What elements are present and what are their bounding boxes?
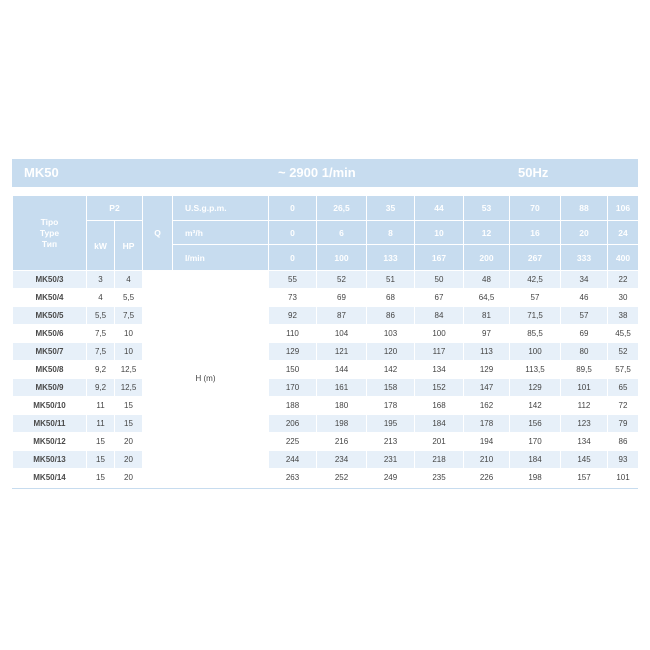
kw-cell: 15: [87, 451, 115, 469]
head-value-cell: 134: [561, 433, 608, 451]
kw-cell: 11: [87, 397, 115, 415]
table-row: [13, 451, 639, 469]
head-value-cell: 188: [269, 397, 317, 415]
lmin-value: 333: [561, 245, 608, 271]
table-row: [13, 415, 639, 433]
head-value-cell: 226: [464, 469, 510, 487]
model-cell: MK50/8: [13, 361, 87, 379]
head-value-cell: 142: [510, 397, 561, 415]
head-value-cell: 100: [415, 325, 464, 343]
head-value-cell: 69: [561, 325, 608, 343]
model-cell: MK50/7: [13, 343, 87, 361]
m3h-value: 0: [269, 221, 317, 245]
head-value-cell: 142: [367, 361, 415, 379]
head-value-cell: 210: [464, 451, 510, 469]
hp-cell: 10: [115, 325, 143, 343]
hp-cell: 12,5: [115, 361, 143, 379]
table-row: [13, 469, 639, 487]
head-value-cell: 170: [510, 433, 561, 451]
usgpm-value: 70: [510, 196, 561, 221]
head-value-cell: 150: [269, 361, 317, 379]
head-value-cell: 89,5: [561, 361, 608, 379]
head-value-cell: 123: [561, 415, 608, 433]
head-value-cell: 80: [561, 343, 608, 361]
head-value-cell: 120: [367, 343, 415, 361]
table-body: [13, 271, 639, 487]
model-cell: MK50/6: [13, 325, 87, 343]
head-value-cell: 52: [317, 271, 367, 289]
head-value-cell: 51: [367, 271, 415, 289]
head-value-cell: 157: [561, 469, 608, 487]
unit-usgpm: U.S.g.p.m.: [173, 196, 269, 221]
kw-cell: 11: [87, 415, 115, 433]
head-value-cell: 129: [269, 343, 317, 361]
model-cell: MK50/5: [13, 307, 87, 325]
kw-cell: 7,5: [87, 325, 115, 343]
table-row: [13, 343, 639, 361]
m3h-value: 8: [367, 221, 415, 245]
head-value-cell: 22: [608, 271, 639, 289]
head-value-cell: 152: [415, 379, 464, 397]
head-value-cell: 180: [317, 397, 367, 415]
head-value-cell: 198: [317, 415, 367, 433]
hp-header: HP: [115, 221, 143, 271]
head-value-cell: 252: [317, 469, 367, 487]
head-value-cell: 57,5: [608, 361, 639, 379]
kw-cell: 9,2: [87, 361, 115, 379]
hp-cell: 20: [115, 433, 143, 451]
head-value-cell: 93: [608, 451, 639, 469]
hp-cell: 20: [115, 469, 143, 487]
hp-cell: 10: [115, 343, 143, 361]
series-name: MK50: [24, 165, 59, 180]
head-value-cell: 97: [464, 325, 510, 343]
type-header: [13, 196, 87, 271]
m3h-value: 20: [561, 221, 608, 245]
head-value-cell: 92: [269, 307, 317, 325]
q-header: Q: [143, 196, 173, 271]
lmin-value: 400: [608, 245, 639, 271]
head-value-cell: 218: [415, 451, 464, 469]
head-value-cell: 64,5: [464, 289, 510, 307]
head-value-cell: 72: [608, 397, 639, 415]
head-value-cell: 216: [317, 433, 367, 451]
frequency-label: 50Hz: [518, 165, 549, 180]
head-value-cell: 30: [608, 289, 639, 307]
type-label-ru: Тип: [41, 238, 58, 249]
head-value-cell: 104: [317, 325, 367, 343]
title-banner: [12, 159, 638, 187]
usgpm-value: 106: [608, 196, 639, 221]
usgpm-value: 26,5: [317, 196, 367, 221]
head-value-cell: 201: [415, 433, 464, 451]
hp-cell: 20: [115, 451, 143, 469]
head-value-cell: 235: [415, 469, 464, 487]
head-value-cell: 231: [367, 451, 415, 469]
head-value-cell: 144: [317, 361, 367, 379]
table-row: [13, 325, 639, 343]
head-value-cell: 110: [269, 325, 317, 343]
table-bottom-rule: [12, 488, 638, 489]
kw-cell: 5,5: [87, 307, 115, 325]
lmin-value: 200: [464, 245, 510, 271]
head-value-cell: 55: [269, 271, 317, 289]
head-value-cell: 134: [415, 361, 464, 379]
hp-cell: 15: [115, 415, 143, 433]
hp-cell: 4: [115, 271, 143, 289]
head-value-cell: 68: [367, 289, 415, 307]
head-value-cell: 112: [561, 397, 608, 415]
head-value-cell: 103: [367, 325, 415, 343]
head-value-cell: 81: [464, 307, 510, 325]
head-value-cell: 263: [269, 469, 317, 487]
p2-header: P2: [87, 196, 143, 221]
table-row: [13, 433, 639, 451]
unit-m3h: m³/h: [173, 221, 269, 245]
head-value-cell: 48: [464, 271, 510, 289]
lmin-value: 267: [510, 245, 561, 271]
head-value-cell: 85,5: [510, 325, 561, 343]
speed-label: ~ 2900 1/min: [278, 165, 356, 180]
lmin-value: 167: [415, 245, 464, 271]
head-value-cell: 79: [608, 415, 639, 433]
head-value-cell: 184: [415, 415, 464, 433]
head-value-cell: 249: [367, 469, 415, 487]
table-header: [13, 196, 639, 271]
h-label: H (m): [143, 271, 269, 487]
head-value-cell: 57: [510, 289, 561, 307]
lmin-value: 133: [367, 245, 415, 271]
unit-lmin: l/min: [173, 245, 269, 271]
head-value-cell: 194: [464, 433, 510, 451]
m3h-value: 10: [415, 221, 464, 245]
kw-cell: 15: [87, 433, 115, 451]
kw-cell: 4: [87, 289, 115, 307]
model-cell: MK50/3: [13, 271, 87, 289]
m3h-value: 24: [608, 221, 639, 245]
hp-cell: 12,5: [115, 379, 143, 397]
head-value-cell: 168: [415, 397, 464, 415]
model-cell: MK50/13: [13, 451, 87, 469]
head-value-cell: 52: [608, 343, 639, 361]
type-label-it: Tipo: [40, 216, 59, 227]
model-cell: MK50/14: [13, 469, 87, 487]
head-value-cell: 46: [561, 289, 608, 307]
head-value-cell: 65: [608, 379, 639, 397]
head-value-cell: 213: [367, 433, 415, 451]
head-value-cell: 225: [269, 433, 317, 451]
m3h-value: 6: [317, 221, 367, 245]
usgpm-value: 35: [367, 196, 415, 221]
kw-cell: 15: [87, 469, 115, 487]
table-row: [13, 397, 639, 415]
kw-cell: 3: [87, 271, 115, 289]
head-value-cell: 234: [317, 451, 367, 469]
table-row: [13, 289, 639, 307]
usgpm-value: 53: [464, 196, 510, 221]
m3h-value: 16: [510, 221, 561, 245]
table-row: [13, 379, 639, 397]
head-value-cell: 84: [415, 307, 464, 325]
type-label-en: Type: [39, 227, 60, 238]
head-value-cell: 71,5: [510, 307, 561, 325]
model-cell: MK50/9: [13, 379, 87, 397]
head-value-cell: 50: [415, 271, 464, 289]
hp-cell: 7,5: [115, 307, 143, 325]
head-value-cell: 162: [464, 397, 510, 415]
lmin-value: 0: [269, 245, 317, 271]
usgpm-value: 44: [415, 196, 464, 221]
head-value-cell: 244: [269, 451, 317, 469]
lmin-value: 100: [317, 245, 367, 271]
head-value-cell: 158: [367, 379, 415, 397]
head-value-cell: 45,5: [608, 325, 639, 343]
head-value-cell: 34: [561, 271, 608, 289]
head-value-cell: 206: [269, 415, 317, 433]
head-value-cell: 121: [317, 343, 367, 361]
head-value-cell: 170: [269, 379, 317, 397]
hp-cell: 15: [115, 397, 143, 415]
head-value-cell: 147: [464, 379, 510, 397]
head-value-cell: 113,5: [510, 361, 561, 379]
performance-table: [12, 195, 639, 487]
kw-cell: 7,5: [87, 343, 115, 361]
m3h-value: 12: [464, 221, 510, 245]
head-value-cell: 178: [367, 397, 415, 415]
head-value-cell: 101: [561, 379, 608, 397]
head-value-cell: 117: [415, 343, 464, 361]
head-value-cell: 100: [510, 343, 561, 361]
kw-header: kW: [87, 221, 115, 271]
table-row: [13, 307, 639, 325]
head-value-cell: 184: [510, 451, 561, 469]
model-cell: MK50/12: [13, 433, 87, 451]
head-value-cell: 86: [608, 433, 639, 451]
head-value-cell: 38: [608, 307, 639, 325]
kw-cell: 9,2: [87, 379, 115, 397]
model-cell: MK50/11: [13, 415, 87, 433]
model-cell: MK50/10: [13, 397, 87, 415]
head-value-cell: 86: [367, 307, 415, 325]
head-value-cell: 145: [561, 451, 608, 469]
table-row: [13, 361, 639, 379]
head-value-cell: 198: [510, 469, 561, 487]
head-value-cell: 178: [464, 415, 510, 433]
head-value-cell: 87: [317, 307, 367, 325]
head-value-cell: 113: [464, 343, 510, 361]
head-value-cell: 57: [561, 307, 608, 325]
hp-cell: 5,5: [115, 289, 143, 307]
head-value-cell: 129: [464, 361, 510, 379]
head-value-cell: 129: [510, 379, 561, 397]
table-row: [13, 271, 639, 289]
model-cell: MK50/4: [13, 289, 87, 307]
usgpm-value: 0: [269, 196, 317, 221]
usgpm-value: 88: [561, 196, 608, 221]
head-value-cell: 67: [415, 289, 464, 307]
head-value-cell: 101: [608, 469, 639, 487]
head-value-cell: 156: [510, 415, 561, 433]
head-value-cell: 195: [367, 415, 415, 433]
head-value-cell: 73: [269, 289, 317, 307]
head-value-cell: 69: [317, 289, 367, 307]
head-value-cell: 161: [317, 379, 367, 397]
head-value-cell: 42,5: [510, 271, 561, 289]
